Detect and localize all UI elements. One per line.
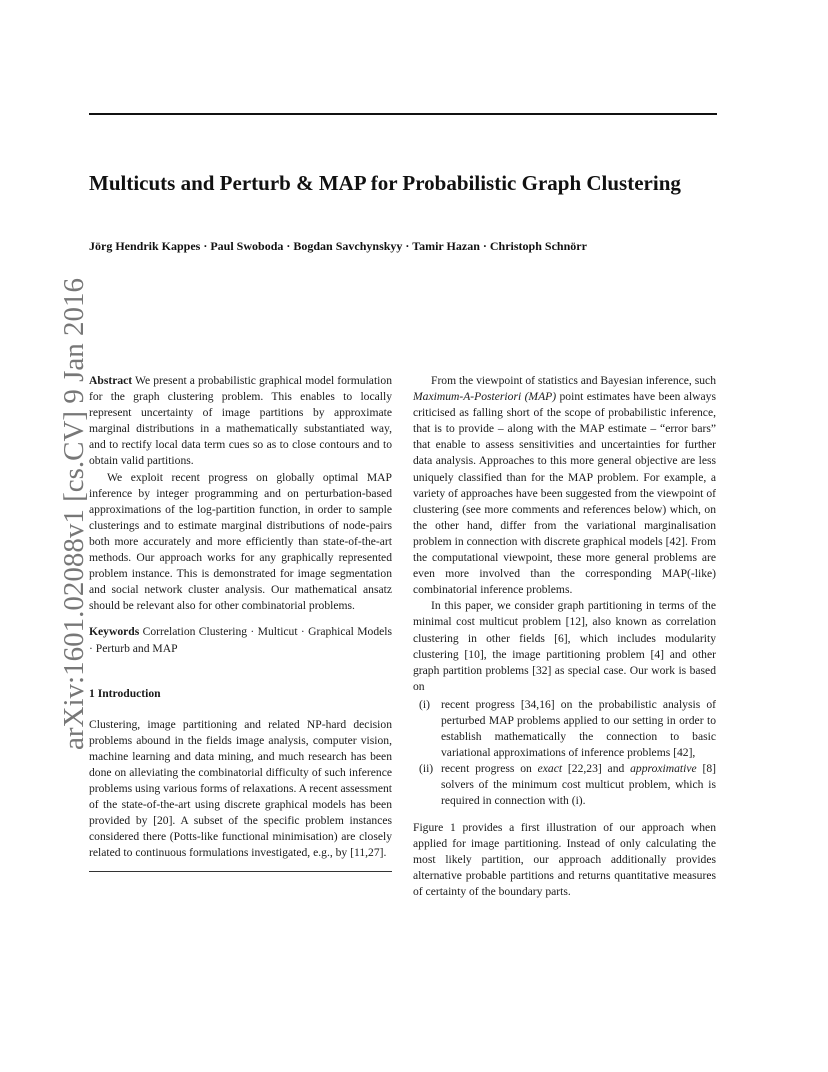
right-paragraph-1 bbox=[413, 373, 716, 598]
list-item bbox=[413, 697, 716, 761]
paper-title: Multicuts and Perturb & MAP for Probabilistic Graph Clustering bbox=[89, 171, 681, 195]
abstract-paragraph bbox=[89, 373, 392, 470]
emphasis-approximative: approximative bbox=[630, 762, 697, 776]
right-column bbox=[413, 373, 716, 900]
text-run: point estimates have been always criticised as falling short of the scope of probabilistic inference, that is to provide – along with the MAP estimate – “error bars” that enable to assess sensitivities and uncertainties for further data analysis. Approaches to this more general objective are less uniquely classified than for the MAP problem. For example, a variety of approaches have been suggested from the viewpoint of clustering (see more comments and references below) which, on the other hand, differ from the variational marginalisation problem in connection with discrete graphical models [42]. From the computational viewpoint, these more general problems are even more involved than the corresponding MAP(-like) combinatorial inference problems. bbox=[413, 390, 716, 597]
keywords-paragraph bbox=[89, 624, 392, 656]
intro-paragraph: Clustering, image partitioning and related NP-hard decision problems abound in the fields image analysis, computer vision, machine learning and data mining, and much research has been done on alleviating the combinatorial difficulty of such inference problems using various forms of relaxations. A recent assessment of the state-of-the-art using discrete graphical models has been provided by [20]. A subset of the specific problem instances considered there (Potts-like functional minimisation) are closely related to continuous formulations investigated, e.g., by [11,27]. bbox=[89, 717, 392, 860]
keywords-text: Correlation Clustering · Multicut · Graphical Models · Perturb and MAP bbox=[89, 625, 392, 655]
footnote-rule bbox=[89, 871, 392, 872]
header-rule bbox=[89, 113, 717, 115]
abstract-label: Abstract bbox=[89, 374, 133, 387]
section-heading-introduction: 1 Introduction bbox=[89, 686, 161, 700]
arxiv-sidebar-stamp: arXiv:1601.02088v1 [cs.CV] 9 Jan 2016 bbox=[58, 277, 90, 750]
text-run: recent progress on bbox=[441, 762, 538, 776]
emphasis-exact: exact bbox=[537, 762, 563, 776]
right-paragraph-2: In this paper, we consider graph partitioning in terms of the minimal cost multicut problem [12], also known as correlation clustering in other fields [6], which includes modularity clustering [10], the image partitioning problem [4] and other graph partition problems [32] as special case. Our work is based on bbox=[413, 599, 716, 693]
emphasis-map: Maximum-A-Posteriori (MAP) bbox=[413, 390, 557, 404]
text-run: [8] solvers of the minimum cost multicut problem, which is required in connection with (i). bbox=[441, 762, 716, 808]
list-item-text: recent progress [34,16] on the probabilistic analysis of perturbed MAP problems applied to our setting in order to establish mathematically the connection to basic variational approximations of inference problems [42], bbox=[441, 697, 716, 760]
list-item bbox=[413, 761, 716, 809]
abstract-text: We present a probabilistic graphical model formulation for the graph clustering problem. This enables to locally represent uncertainty of image partitions by approximate marginal distributions in a mathematically substantiated way, and to rectify local data term cues so as to close contours and to obtain valid partitions. bbox=[89, 374, 392, 468]
keywords-label: Keywords bbox=[89, 625, 140, 639]
list-item-number: (ii) bbox=[419, 762, 434, 776]
text-run: [22,23] and bbox=[562, 762, 631, 776]
right-paragraph-3: Figure 1 provides a first illustration of our approach when applied for image partitioning. Instead of only calculating the most likely partition, our approach additionally provides alternative probable partitions and returns quantitative measures of certainty of the boundary parts. bbox=[413, 820, 716, 898]
author-list: Jörg Hendrik Kappes · Paul Swoboda · Bogdan Savchynskyy · Tamir Hazan · Christoph Schnörr bbox=[89, 239, 587, 253]
text-run: From the viewpoint of statistics and Bayesian inference, such bbox=[431, 374, 716, 387]
abstract-paragraph-2: We exploit recent progress on globally optimal MAP inference by integer programming and on perturbation-based approximations of the log-partition function, in order to sample clusterings and to estimate marginal distributions of node-pairs both more accurately and more efficiently than state-of-the-art methods. Our approach works for any graphically represented problem instance. This is demonstrated for image segmentation and social network cluster analysis. Our mathematical ansatz should be relevant also for other combinatorial problems. bbox=[89, 470, 392, 613]
left-column bbox=[89, 373, 392, 872]
list-item-number: (i) bbox=[419, 697, 430, 711]
contribution-list bbox=[413, 697, 716, 810]
